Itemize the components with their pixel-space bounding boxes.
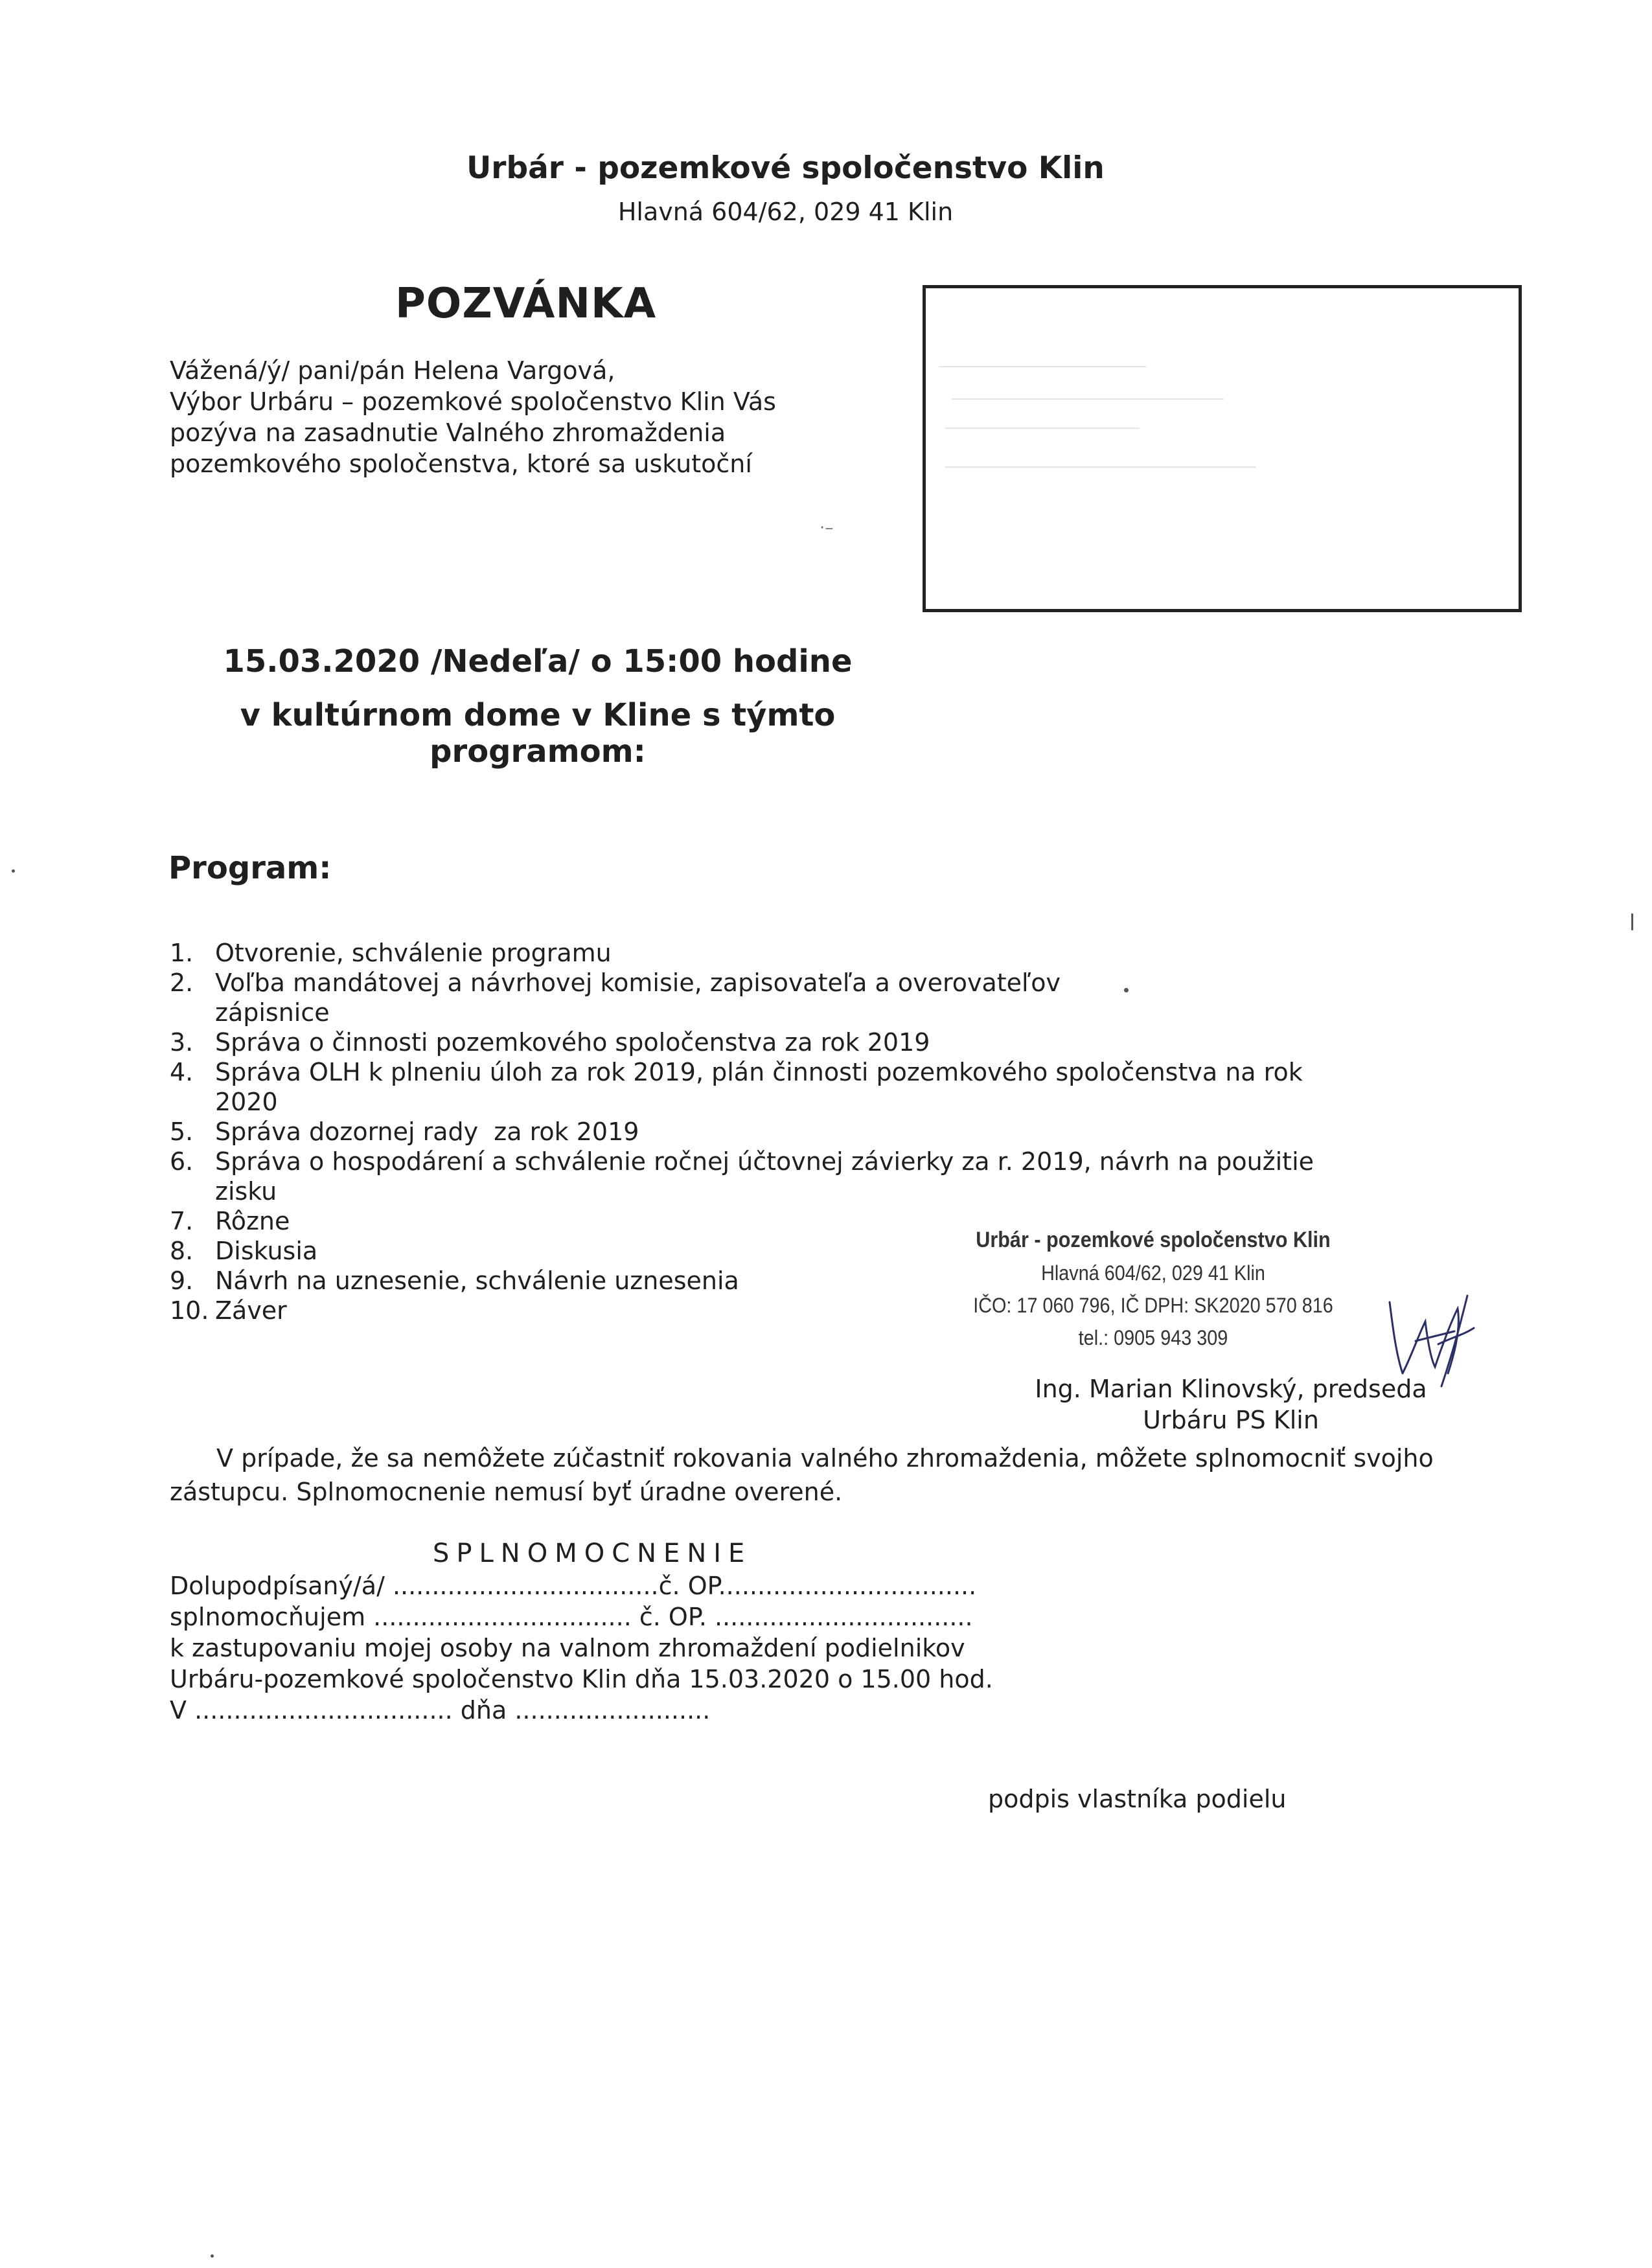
stamp-line: Urbár - pozemkové spoločenstvo Klin: [976, 1228, 1331, 1252]
intro-line: Výbor Urbáru – pozemkové spoločenstvo Klin Vás: [170, 387, 776, 416]
meeting-place-cont: programom:: [430, 733, 646, 770]
intro-paragraph: [170, 355, 915, 479]
stray-mark: ⋅–: [820, 518, 834, 538]
item-number: 9.: [170, 1266, 194, 1295]
list-item: [170, 1117, 1401, 1147]
organization-stamp: [955, 1223, 1351, 1354]
signer-block: [972, 1373, 1490, 1436]
item-text: Záver: [215, 1296, 287, 1325]
item-number: 7.: [170, 1207, 194, 1235]
list-item: [170, 1147, 1401, 1206]
scan-speck: [12, 869, 15, 873]
address-window-box: [923, 285, 1522, 612]
power-of-attorney-heading: SPLNOMOCNENIE: [433, 1539, 752, 1568]
signature-caption: podpis vlastníka podielu: [988, 1785, 1287, 1813]
form-line: Dolupodpísaný/á/ ..................................č. OP.................................: [170, 1572, 977, 1600]
item-text: Rôzne: [215, 1207, 290, 1235]
stamp-line: Hlavná 604/62, 029 41 Klin: [1041, 1261, 1265, 1285]
document-title: POZVÁNKA: [395, 280, 657, 328]
list-item: [170, 968, 1401, 1027]
item-number: 6.: [170, 1147, 194, 1176]
item-text: Návrh na uznesenie, schválenie uznesenia: [215, 1266, 739, 1295]
list-item: [170, 1057, 1401, 1117]
stamp-line: IČO: 17 060 796, IČ DPH: SK2020 570 816: [973, 1294, 1333, 1317]
organization-address: Hlavná 604/62, 029 41 Klin: [617, 198, 954, 226]
signer-name: Ing. Marian Klinovský, predseda: [1035, 1375, 1427, 1403]
item-text: Otvorenie, schválenie programu: [215, 939, 612, 967]
item-number: 5.: [170, 1117, 194, 1146]
form-line: V ................................. dňa .........................: [170, 1696, 711, 1724]
meeting-date: 15.03.2020 /Nedeľa/ o 15:00 hodine: [223, 643, 853, 680]
power-of-attorney-form: [170, 1570, 993, 1726]
scan-speck: [1631, 913, 1633, 930]
stamp-line: tel.: 0905 943 309: [1078, 1326, 1228, 1349]
meeting-place: v kultúrnom dome v Kline s týmto: [240, 697, 836, 733]
signer-org: Urbáru PS Klin: [1143, 1406, 1319, 1434]
scan-speck: [1124, 988, 1129, 992]
notice-line: zástupcu. Splnomocnenie nemusí byť úradne overené.: [170, 1478, 843, 1506]
item-number: 2.: [170, 968, 194, 997]
program-heading: Program:: [168, 850, 332, 886]
list-item: [170, 1027, 1401, 1057]
form-line: k zastupovaniu mojej osoby na valnom zhromaždení podielnikov: [170, 1634, 965, 1662]
intro-line: pozemkového spoločenstva, ktoré sa uskutoční: [170, 450, 752, 478]
item-number: 1.: [170, 939, 194, 967]
organization-name: Urbár - pozemkové spoločenstvo Klin: [466, 150, 1105, 186]
item-text: Správa o hospodárení a schválenie ročnej účtovnej závierky za r. 2019, návrh na použitie zisku: [215, 1147, 1314, 1206]
item-number: 4.: [170, 1058, 194, 1086]
item-text: Správa OLH k plneniu úloh za rok 2019, plán činnosti pozemkového spoločenstva na rok 2020: [215, 1058, 1303, 1116]
item-number: 10.: [170, 1296, 209, 1325]
item-text: Voľba mandátovej a návrhovej komisie, zapisovateľa a overovateľov zápisnice: [215, 968, 1061, 1027]
item-number: 3.: [170, 1028, 194, 1057]
item-text: Správa o činnosti pozemkového spoločenstva za rok 2019: [215, 1028, 930, 1057]
form-line: splnomocňujem ................................. č. OP. .................................: [170, 1603, 973, 1631]
intro-line: pozýva na zasadnutie Valného zhromaždenia: [170, 418, 726, 447]
item-text: Diskusia: [215, 1237, 318, 1265]
notice-paragraph: [170, 1441, 1434, 1509]
form-line: Urbáru-pozemkové spoločenstvo Klin dňa 15.03.2020 o 15.00 hod.: [170, 1665, 993, 1693]
intro-line: Vážená/ý/ pani/pán Helena Vargová,: [170, 356, 615, 385]
item-number: 8.: [170, 1237, 194, 1265]
list-item: [170, 938, 1401, 968]
scan-speck: [211, 2254, 214, 2258]
item-text: Správa dozornej rady za rok 2019: [215, 1117, 639, 1146]
notice-line: V prípade, že sa nemôžete zúčastniť rokovania valného zhromaždenia, môžete splnomocniť svojho: [216, 1444, 1434, 1472]
